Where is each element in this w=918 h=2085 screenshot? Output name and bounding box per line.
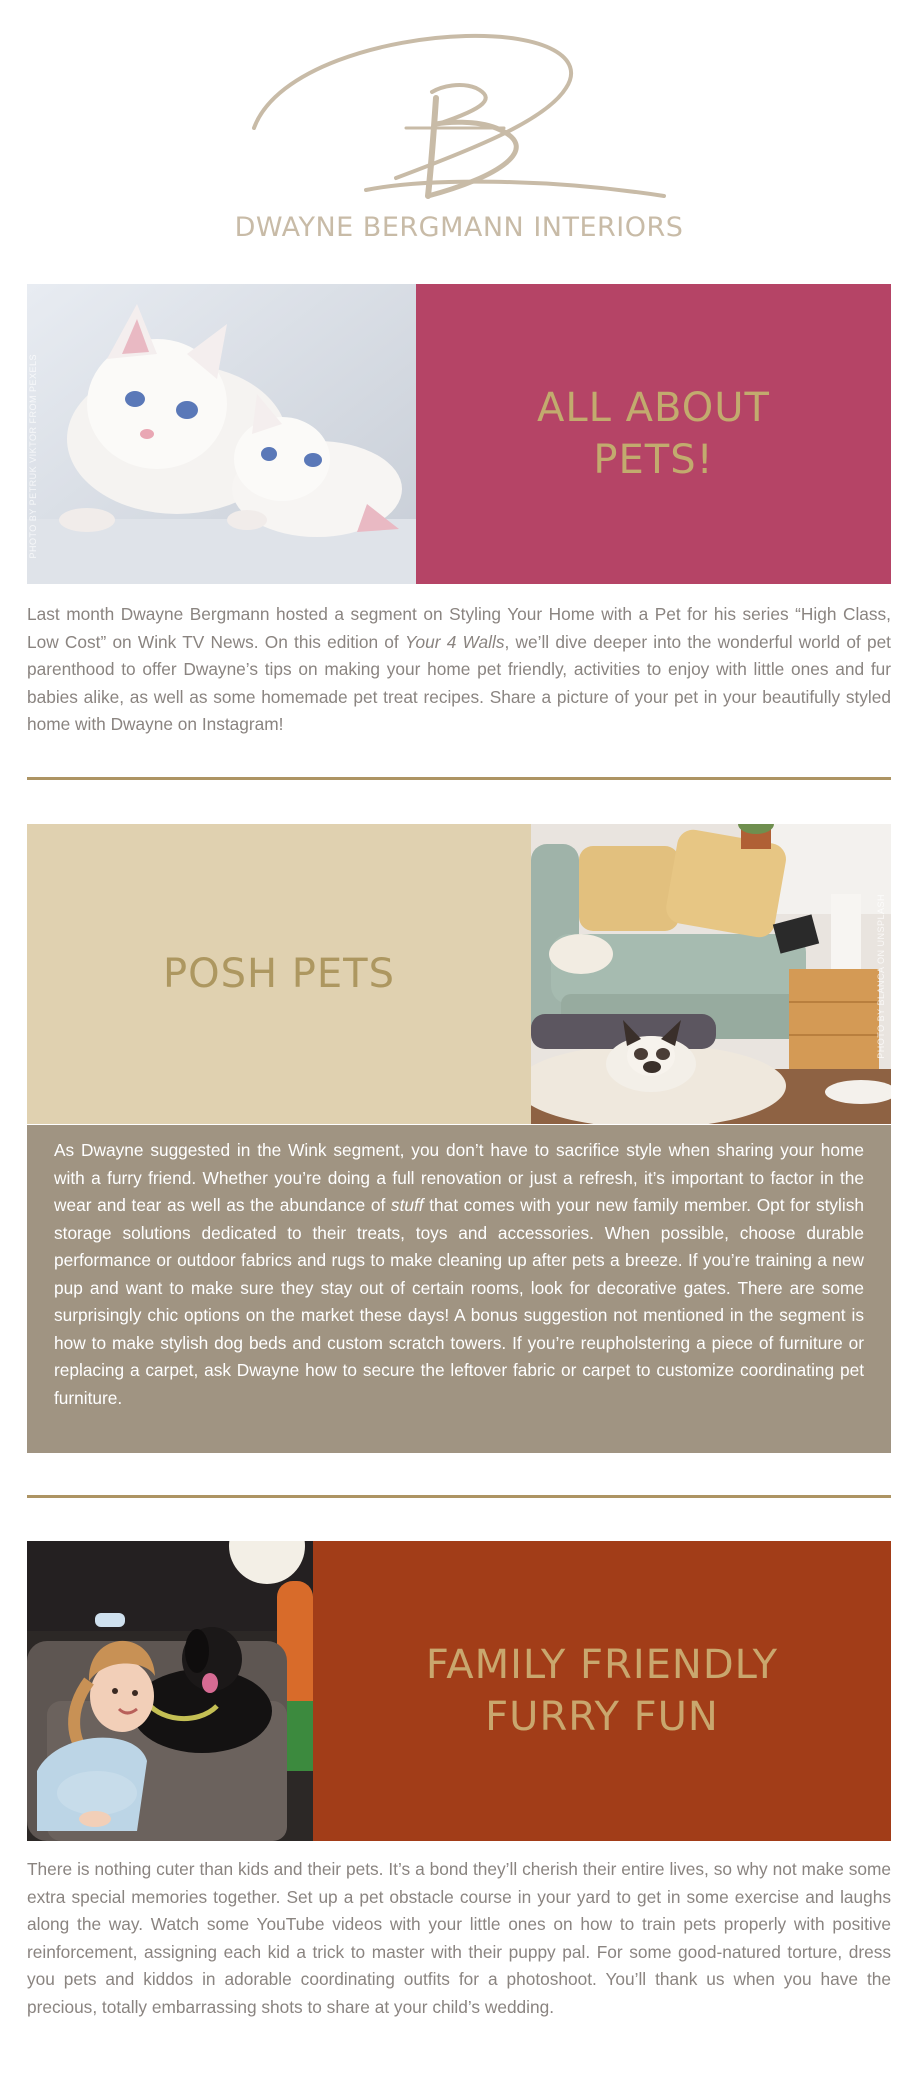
brand-header: [0, 0, 918, 260]
posh-text-1: As Dwayne suggested in the Wink segment, you don’t have to sacrifice style when sharing your home with a furry friend. Whether you’re doing a full renovation or just a refresh, it’s important to factor in the wear and tear as well as the abundance of: [54, 1140, 864, 1215]
posh-pets-text-box: [27, 1125, 891, 1453]
girl-and-dog-photo: [27, 1541, 313, 1841]
divider: [27, 777, 891, 780]
section-all-about-pets: [27, 284, 891, 584]
section-title: FAMILY FRIENDLY FURRY FUN: [425, 1642, 779, 1740]
title-panel: [27, 824, 531, 1124]
section-title: ALL ABOUT PETS!: [537, 385, 770, 483]
brand-name: DWAYNE BERGMANN INTERIORS: [234, 212, 684, 243]
divider: [27, 1495, 891, 1498]
intro-paragraph: [27, 601, 891, 739]
posh-pets-paragraph: [54, 1137, 864, 1412]
living-room-dog-photo: [531, 824, 891, 1124]
family-paragraph: There is nothing cuter than kids and their pets. It’s a bond they’ll cherish their entire lives, so why not make some extra special memories together. Set up a pet obstacle course in your yard to get in some exercise and laughs along the way. Watch some YouTube videos with your little ones on how to train pets properly with positive reinforcement, assigning each kid a trick to master with their puppy pal. For some good-natured torture, dress you pets and kiddos in adorable coordinating outfits for a photoshoot. You’ll thank us when you have the precious, totally embarrassing shots to share at your child’s wedding.: [27, 1859, 891, 2017]
posh-emphasis: stuff: [390, 1195, 424, 1215]
section-family-friendly: [27, 1541, 891, 1841]
intro-text-1: Last month Dwayne Bergmann hosted a segment on Styling Your Home with a Pet for his series “High Class, Low Cost” on Wink TV News. On this edition of: [27, 604, 891, 652]
section-posh-pets: [27, 824, 891, 1124]
intro-emphasis: Your 4 Walls: [404, 631, 505, 652]
title-panel: [313, 1541, 891, 1841]
kittens-photo: [27, 284, 416, 584]
section-title: POSH PETS: [162, 951, 395, 997]
title-panel: [416, 284, 891, 584]
photo-credit: PHOTO BY PETRUK VIKTOR FROM PEXELS: [28, 354, 38, 559]
posh-text-2: that comes with your new family member. Opt for stylish storage solutions dedicated to their treats, toys and accessories. When possible, choose durable performance or outdoor fabrics and rugs to make cleaning up after pets a breeze. If you’re training a new pup and want to make sure they stay out of certain rooms, look for decorative gates. There are some surprisingly chic options on the market these days! A bonus suggestion not mentioned in the segment is how to make stylish dog beds and custom scratch towers. If you’re reupholstering a piece of furniture or replacing a carpet, ask Dwayne how to secure the leftover fabric or carpet to customize coordinating pet furniture.: [54, 1195, 864, 1408]
intro-text-2: , we’ll dive deeper into the wonderful world of pet parenthood to offer Dwayne’s tips on making your home pet friendly, activities to enjoy with little ones and fur babies alike, as well as some homemade pet treat recipes. Share a picture of your pet in your beautifully styled home with Dwayne on Instagram!: [27, 631, 891, 734]
photo-credit: PHOTO BY BLANCA ON UNSPLASH: [876, 894, 886, 1059]
db-monogram-logo: [246, 28, 672, 203]
